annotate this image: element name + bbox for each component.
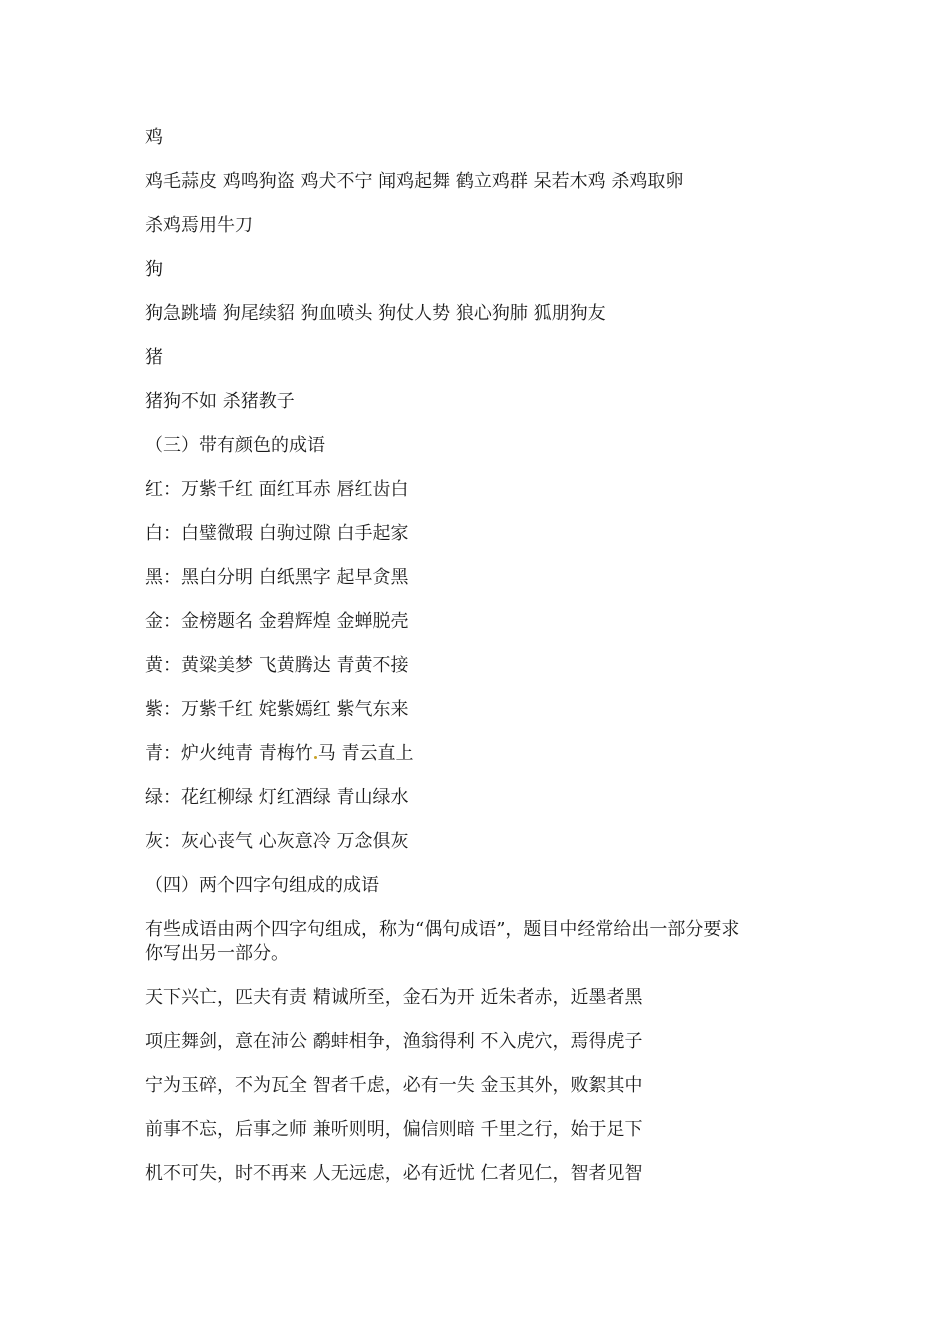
color-line-purple: 紫：万紫千红 姹紫嫣红 紫气东来 xyxy=(145,699,409,720)
idiom-line-dog: 狗急跳墙 狗尾续貂 狗血喷头 狗仗人势 狼心狗肺 狐朋狗友 xyxy=(145,303,606,324)
stray-mark xyxy=(314,756,317,759)
color-line-gold: 金：金榜题名 金碧辉煌 金蝉脱壳 xyxy=(145,611,409,632)
color-line-green: 绿：花红柳绿 灯红酒绿 青山绿水 xyxy=(145,787,409,808)
section-heading-couplets: （四）两个四字句组成的成语 xyxy=(145,875,379,896)
color-line-black: 黑：黑白分明 白纸黑字 起早贪黑 xyxy=(145,567,409,588)
color-line-gray: 灰：灰心丧气 心灰意冷 万念俱灰 xyxy=(145,831,409,852)
couplet-line-3: 宁为玉碎，不为瓦全 智者千虑，必有一失 金玉其外，败絮其中 xyxy=(145,1075,643,1096)
color-line-green-blue xyxy=(145,743,413,765)
heading-pig: 猪 xyxy=(145,347,163,368)
heading-chicken: 鸡 xyxy=(145,127,163,148)
intro-paragraph-line-2: 你写出另一部分。 xyxy=(145,943,289,964)
idiom-line-pig: 猪狗不如 杀猪教子 xyxy=(145,391,295,412)
color-line-red: 红：万紫千红 面红耳赤 唇红齿白 xyxy=(145,479,409,500)
color-line-yellow: 黄：黄粱美梦 飞黄腾达 青黄不接 xyxy=(145,655,409,676)
couplet-line-5: 机不可失，时不再来 人无远虑，必有近忧 仁者见仁，智者见智 xyxy=(145,1163,643,1184)
intro-paragraph-line-1: 有些成语由两个四字句组成，称为“偶句成语”，题目中经常给出一部分要求 xyxy=(145,919,740,940)
couplet-line-2: 项庄舞剑，意在沛公 鹬蚌相争，渔翁得利 不入虎穴，焉得虎子 xyxy=(145,1031,643,1052)
section-heading-colors: （三）带有颜色的成语 xyxy=(145,435,325,456)
color-line-green-blue-part2: 马 青云直上 xyxy=(317,743,414,764)
idiom-line-chicken-1: 鸡毛蒜皮 鸡鸣狗盗 鸡犬不宁 闻鸡起舞 鹤立鸡群 呆若木鸡 杀鸡取卵 xyxy=(145,171,684,192)
color-line-white: 白：白璧微瑕 白驹过隙 白手起家 xyxy=(145,523,409,544)
heading-dog: 狗 xyxy=(145,259,163,280)
couplet-line-4: 前事不忘，后事之师 兼听则明，偏信则暗 千里之行，始于足下 xyxy=(145,1119,643,1140)
couplet-line-1: 天下兴亡，匹夫有责 精诚所至，金石为开 近朱者赤，近墨者黑 xyxy=(145,987,643,1008)
idiom-line-chicken-2: 杀鸡焉用牛刀 xyxy=(145,215,253,236)
color-line-green-blue-part1: 青：炉火纯青 青梅竹 xyxy=(145,743,313,764)
